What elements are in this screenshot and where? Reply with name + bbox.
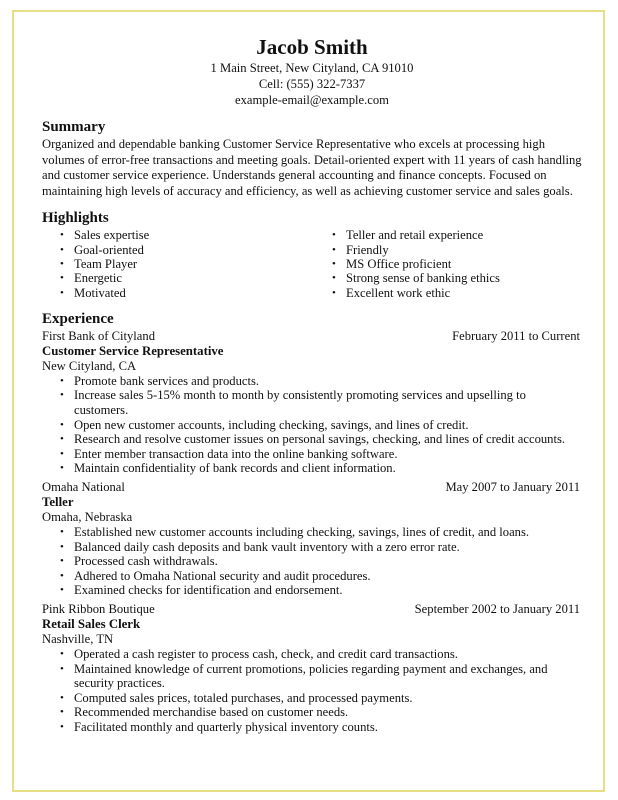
candidate-name: Jacob Smith [256, 35, 368, 59]
duty-item [42, 374, 572, 389]
experience-list [42, 329, 592, 735]
job-title: Retail Sales Clerk [42, 616, 141, 631]
list-item-text: Excellent work ethic [346, 285, 451, 300]
bullet-icon: • [60, 447, 64, 460]
bullet-icon: • [60, 647, 64, 660]
list-item-text: Recommended merchandise based on customer needs. [74, 705, 349, 720]
bullet-icon: • [332, 257, 336, 270]
summary-text: Organized and dependable banking Customer Service Representative who excels at processing high volumes of error-free transactions and meeting goals. Detail-oriented expert with 11 years of cash handling and customer service experience. Understands general accounting and finance concepts. Focused on maintaining high levels of accuracy and efficiency, as well as achieving customer service and sales goals. [42, 137, 582, 198]
list-item-text: Team Player [74, 256, 138, 271]
highlights-right-column [314, 228, 586, 299]
duty-item [42, 720, 572, 735]
bullet-icon: • [60, 462, 64, 475]
list-item-text: Computed sales prices, totaled purchases, and processed payments. [74, 690, 413, 705]
duty-item [42, 418, 572, 433]
duty-item [42, 705, 572, 720]
summary-heading: Summary [42, 119, 106, 135]
duty-item [42, 569, 572, 584]
bullet-icon: • [332, 286, 336, 299]
job-location: New Cityland, CA [42, 358, 137, 373]
bullet-icon: • [60, 569, 64, 582]
duty-item [42, 583, 572, 598]
company-name: First Bank of Cityland [42, 328, 155, 343]
list-item-text: Established new customer accounts including checking, savings, lines of credit, and loans. [74, 525, 530, 540]
job-header [42, 329, 580, 344]
phone: Cell: (555) 322-7337 [258, 77, 366, 91]
duty-item [42, 388, 572, 417]
duty-item [42, 662, 572, 691]
job-dates: February 2011 to Current [452, 328, 580, 343]
job-entry [42, 602, 592, 735]
list-item-text: Promote bank services and products. [74, 373, 260, 388]
highlights-list [42, 228, 592, 299]
bullet-icon: • [60, 374, 64, 387]
list-item-text: Teller and retail experience [346, 228, 484, 243]
highlight-item [314, 271, 586, 285]
highlight-item [314, 257, 586, 271]
bullet-icon: • [60, 272, 64, 285]
bullet-icon: • [60, 540, 64, 553]
job-header [42, 602, 580, 617]
list-item-text: Maintained knowledge of current promotions, policies regarding payment and exchanges, and security practices. [74, 661, 548, 691]
experience-heading: Experience [42, 310, 114, 327]
highlight-item [314, 286, 586, 300]
highlights-left-column [42, 228, 314, 299]
list-item-text: Goal-oriented [74, 242, 144, 257]
duty-item [42, 691, 572, 706]
job-title: Teller [42, 495, 74, 510]
job-duties [42, 374, 572, 476]
bullet-icon: • [60, 243, 64, 256]
bullet-icon: • [60, 257, 64, 270]
list-item-text: MS Office proficient [346, 256, 452, 271]
list-item-text: Operated a cash register to process cash, check, and credit card transactions. [74, 646, 458, 661]
highlight-item [42, 271, 314, 285]
list-item-text: Balanced daily cash deposits and bank vault inventory with a zero error rate. [74, 539, 460, 554]
duty-item [42, 432, 572, 447]
highlight-item [42, 228, 314, 242]
bullet-icon: • [60, 584, 64, 597]
list-item-text: Friendly [346, 242, 389, 257]
resume-content [42, 34, 592, 735]
job-duties [42, 647, 572, 735]
job-location: Omaha, Nebraska [42, 510, 133, 525]
list-item-text: Facilitated monthly and quarterly physical inventory counts. [74, 719, 378, 734]
bullet-icon: • [332, 243, 336, 256]
bullet-icon: • [60, 555, 64, 568]
bullet-icon: • [60, 526, 64, 539]
job-entry [42, 480, 592, 598]
address: 1 Main Street, New Cityland, CA 91010 [210, 61, 414, 75]
bullet-icon: • [60, 229, 64, 242]
email: example-email@example.com [235, 93, 389, 107]
highlights-heading: Highlights [42, 210, 109, 227]
list-item-text: Open new customer accounts, including checking, savings, and lines of credit. [74, 417, 469, 432]
job-title: Customer Service Representative [42, 343, 224, 358]
company-name: Omaha National [42, 480, 125, 495]
job-duties [42, 525, 572, 598]
company-name: Pink Ribbon Boutique [42, 601, 155, 616]
job-dates: September 2002 to January 2011 [414, 601, 580, 616]
duty-item [42, 647, 572, 662]
duty-item [42, 554, 572, 569]
job-header [42, 480, 580, 495]
list-item-text: Sales expertise [74, 228, 150, 243]
list-item-text: Adhered to Omaha National security and audit procedures. [74, 568, 371, 583]
list-item-text: Research and resolve customer issues on personal savings, checking, and lines of credit accounts. [74, 432, 566, 447]
list-item-text: Maintain confidentiality of bank records and client information. [74, 461, 396, 476]
resume-page [12, 10, 605, 792]
bullet-icon: • [60, 691, 64, 704]
list-item-text: Strong sense of banking ethics [346, 271, 500, 286]
bullet-icon: • [332, 229, 336, 242]
bullet-icon: • [60, 706, 64, 719]
job-dates: May 2007 to January 2011 [445, 480, 580, 495]
bullet-icon: • [332, 272, 336, 285]
job-location: Nashville, TN [42, 631, 114, 646]
bullet-icon: • [60, 720, 64, 733]
highlight-item [314, 228, 586, 242]
bullet-icon: • [60, 433, 64, 446]
list-item-text: Examined checks for identification and endorsement. [74, 583, 343, 598]
duty-item [42, 540, 572, 555]
job-entry [42, 329, 592, 476]
list-item-text: Motivated [74, 285, 126, 300]
highlight-item [42, 243, 314, 257]
bullet-icon: • [60, 389, 64, 402]
bullet-icon: • [60, 418, 64, 431]
bullet-icon: • [60, 662, 64, 675]
list-item-text: Increase sales 5-15% month to month by consistently promoting services and upselling to customers. [74, 388, 526, 418]
highlight-item [42, 286, 314, 300]
highlight-item [42, 257, 314, 271]
highlight-item [314, 243, 586, 257]
list-item-text: Energetic [74, 271, 123, 286]
duty-item [42, 447, 572, 462]
list-item-text: Enter member transaction data into the online banking software. [74, 446, 398, 461]
bullet-icon: • [60, 286, 64, 299]
list-item-text: Processed cash withdrawals. [74, 554, 218, 569]
duty-item [42, 525, 572, 540]
duty-item [42, 461, 572, 476]
